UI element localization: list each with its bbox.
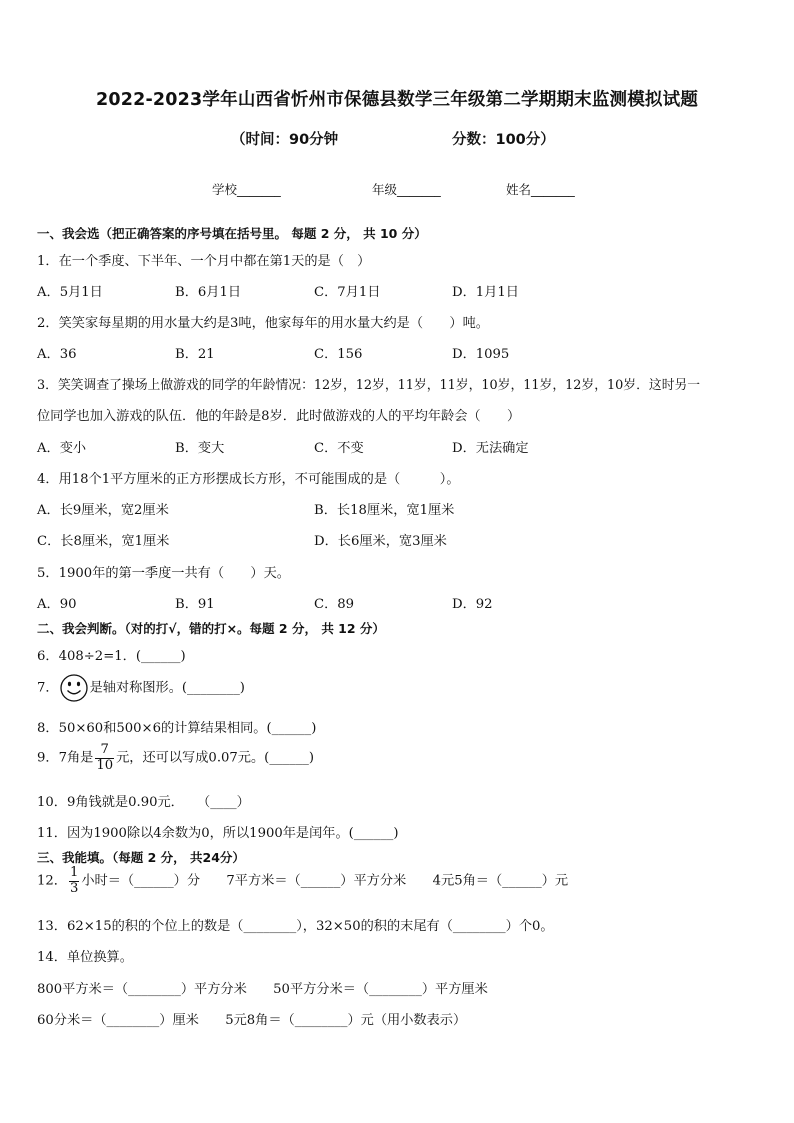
q9-denominator: 10 xyxy=(96,757,114,773)
question-3-line-1: 3．笑笑调查了操场上做游戏的同学的年龄情况：12岁，12岁，11岁，11岁，10岁，11岁，12岁，10岁．这时另一 xyxy=(37,378,701,393)
q9-text: 元，还可以写成0.07元。(______) xyxy=(116,750,315,766)
q1-option-c: C．7月1日 xyxy=(314,285,381,300)
q5-option-a: A．90 xyxy=(37,597,77,612)
q4-option-a: A．长9厘米，宽2厘米 xyxy=(37,503,169,518)
q3-option-b: B．变大 xyxy=(175,441,225,456)
q2-option-a: A．36 xyxy=(37,347,77,362)
q1-option-a: A．5月1日 xyxy=(37,285,103,300)
q7-text: 是轴对称图形。(________) xyxy=(89,680,245,696)
question-14-line-1: 800平方米＝（________）平方分米 50平方分米＝（________）平方厘米 xyxy=(37,982,488,997)
smiley-face-icon xyxy=(59,673,89,703)
question-9 xyxy=(37,743,314,773)
q2-option-c: C．156 xyxy=(314,347,363,362)
section-2-heading: 二、我会判断。（对的打√，错的打×。每题 2 分， 共 12 分） xyxy=(37,621,385,636)
question-11: 11．因为1900除以4余数为0，所以1900年是闰年。(______) xyxy=(37,826,399,841)
question-13: 13．62×15的积的个位上的数是（________），32×50的积的末尾有（________）个0。 xyxy=(37,919,554,934)
q9-numerator: 7 xyxy=(95,743,114,759)
exam-title: 2022-2023学年山西省忻州市保德县数学三年级第二学期期末监测模拟试题 xyxy=(95,90,699,110)
question-14-line-2: 60分米＝（________）厘米 5元8角＝（________）元（用小数表示） xyxy=(37,1013,467,1028)
question-12 xyxy=(37,866,568,896)
q3-option-c: C．不变 xyxy=(314,441,364,456)
q1-option-b: B．6月1日 xyxy=(175,285,242,300)
q12-fraction xyxy=(69,866,79,896)
question-4: 4．用18个1平方厘米的正方形摆成长方形，不可能围成的是（ ）。 xyxy=(37,472,460,487)
exam-time: （时间：90分钟 xyxy=(231,132,339,148)
school-field: 学校_______ xyxy=(212,182,281,197)
question-3-line-2: 位同学也加入游戏的队伍．他的年龄是8岁．此时做游戏的人的平均年龄会（ ） xyxy=(37,409,521,424)
section-3-heading: 三、我能填。（每题 2 分， 共24分） xyxy=(37,850,245,865)
q2-option-b: B．21 xyxy=(175,347,215,362)
question-5: 5．1900年的第一季度一共有（ ）天。 xyxy=(37,566,290,581)
question-14: 14．单位换算。 xyxy=(37,950,133,965)
q9-fraction xyxy=(95,743,114,773)
q4-option-c: C．长8厘米，宽1厘米 xyxy=(37,534,170,549)
exam-score: 分数：100分） xyxy=(452,132,555,148)
q4-option-b: B．长18厘米，宽1厘米 xyxy=(314,503,455,518)
question-8: 8．50×60和500×6的计算结果相同。(______) xyxy=(37,721,317,736)
q12-denominator: 3 xyxy=(69,880,79,896)
question-1: 1．在一个季度、下半年、一个月中都在第1天的是（ ） xyxy=(37,254,371,269)
question-10: 10．9角钱就是0.90元． （____） xyxy=(37,795,250,810)
q9-prefix: 9．7角是 xyxy=(37,750,94,766)
grade-field: 年级_______ xyxy=(372,182,441,197)
q7-number: 7． xyxy=(37,680,59,696)
question-2: 2．笑笑家每星期的用水量大约是3吨，他家每年的用水量大约是（ ）吨。 xyxy=(37,316,489,331)
section-1-heading: 一、我会选（把正确答案的序号填在括号里。 每题 2 分， 共 10 分） xyxy=(37,226,427,241)
q12-numerator: 1 xyxy=(69,865,79,880)
q5-option-b: B．91 xyxy=(175,597,215,612)
q12-number: 12． xyxy=(37,873,67,889)
name-field: 姓名_______ xyxy=(506,182,575,197)
q4-option-d: D．长6厘米，宽3厘米 xyxy=(314,534,447,549)
q5-option-c: C．89 xyxy=(314,597,355,612)
question-6: 6．408÷2=1．(______) xyxy=(37,649,186,664)
q12-text: 小时＝（______）分 7平方米＝（______）平方分米 4元5角＝（______）元 xyxy=(81,873,569,889)
question-7 xyxy=(37,673,245,703)
q5-option-d: D．92 xyxy=(452,597,493,612)
q3-option-d: D．无法确定 xyxy=(452,441,529,456)
q1-option-d: D．1月1日 xyxy=(452,285,519,300)
q3-option-a: A．变小 xyxy=(37,441,87,456)
q2-option-d: D．1095 xyxy=(452,347,510,362)
